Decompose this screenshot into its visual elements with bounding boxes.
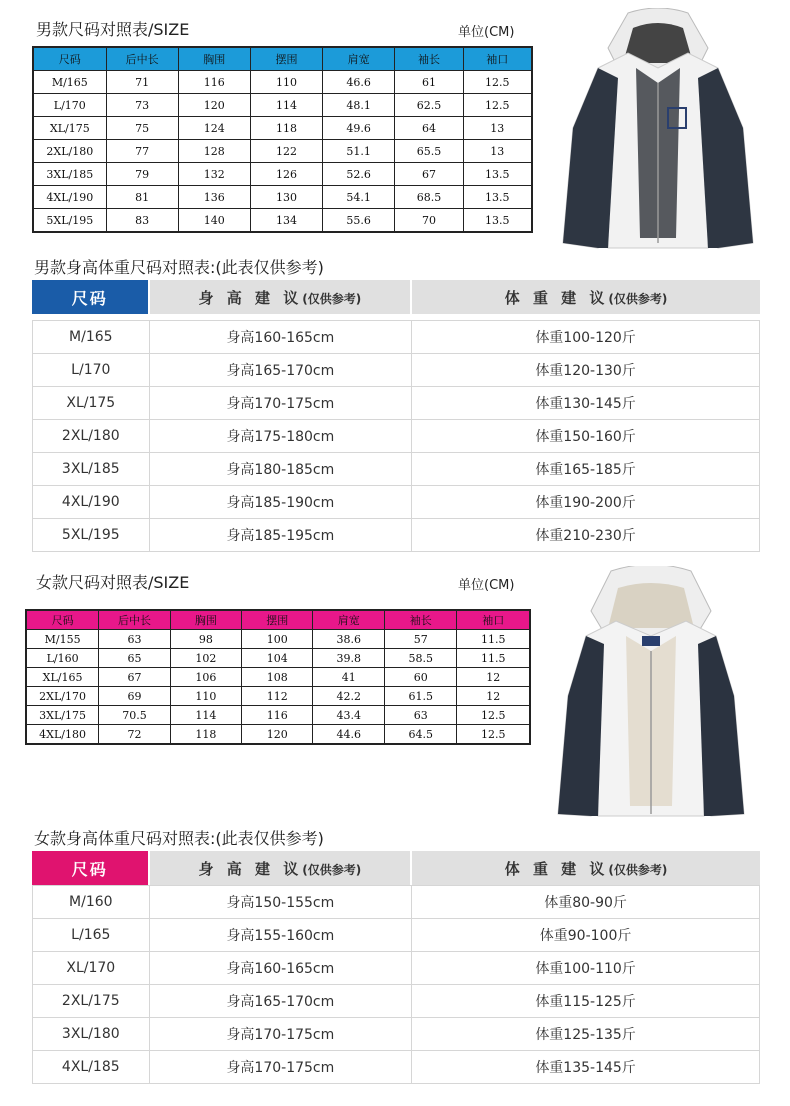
table-row <box>32 885 760 919</box>
table-row <box>26 706 530 725</box>
table-cell: 体重150-160斤 <box>412 420 760 453</box>
table-cell: 12 <box>457 687 530 706</box>
table-row <box>32 985 760 1018</box>
col-header: 袖长 <box>395 47 463 71</box>
table-cell: 54.1 <box>323 186 395 209</box>
note-label: (仅供参考) <box>608 862 668 877</box>
table-row <box>33 186 532 209</box>
col-header: 摆围 <box>250 47 322 71</box>
table-cell: 102 <box>170 649 241 668</box>
table-cell: 体重130-145斤 <box>412 387 760 420</box>
weight-header-label: 体 重 建 议 <box>504 859 609 878</box>
table-row <box>33 94 532 117</box>
table-cell: 12.5 <box>457 725 530 745</box>
table-row <box>26 630 530 649</box>
table-cell: 38.6 <box>313 630 385 649</box>
table-cell: 140 <box>178 209 250 233</box>
table-cell: 70 <box>395 209 463 233</box>
table-cell: 体重120-130斤 <box>412 354 760 387</box>
table-cell: 2XL/180 <box>33 140 106 163</box>
table-cell: 63 <box>384 706 456 725</box>
col-header: 袖口 <box>463 47 532 71</box>
men-rec-title: 男款身高体重尺码对照表:(此表仅供参考) <box>34 258 324 277</box>
table-cell: 身高185-195cm <box>150 519 413 552</box>
table-cell: 13 <box>463 117 532 140</box>
table-row <box>32 919 760 952</box>
table-cell: 身高180-185cm <box>150 453 413 486</box>
table-cell: 体重100-120斤 <box>412 320 760 354</box>
table-cell: 71 <box>106 71 178 94</box>
women-rec-table <box>32 851 760 1084</box>
table-cell: M/155 <box>26 630 99 649</box>
table-cell: 2XL/180 <box>32 420 150 453</box>
table-cell: 104 <box>242 649 313 668</box>
height-header-label: 身 高 建 议 <box>198 288 303 307</box>
women-size-header-row <box>26 610 530 630</box>
men-size-title: 男款尺码对照表/SIZE <box>36 20 190 39</box>
table-row <box>32 1051 760 1084</box>
table-cell: 13.5 <box>463 209 532 233</box>
table-cell: 83 <box>106 209 178 233</box>
table-cell: 58.5 <box>384 649 456 668</box>
table-cell: L/160 <box>26 649 99 668</box>
table-cell: 51.1 <box>323 140 395 163</box>
table-cell: 5XL/195 <box>32 519 150 552</box>
table-cell: 身高170-175cm <box>150 1018 413 1051</box>
table-cell: 126 <box>250 163 322 186</box>
table-cell: 69 <box>99 687 171 706</box>
note-label: (仅供参考) <box>302 862 362 877</box>
table-cell: 100 <box>242 630 313 649</box>
table-cell: XL/170 <box>32 952 150 985</box>
col-header: 后中长 <box>99 610 171 630</box>
size-header: 尺码 <box>32 280 150 314</box>
table-cell: 体重80-90斤 <box>412 885 760 919</box>
col-header: 袖口 <box>457 610 530 630</box>
col-header: 肩宽 <box>323 47 395 71</box>
table-cell: L/170 <box>33 94 106 117</box>
table-cell: 67 <box>395 163 463 186</box>
table-cell: 65.5 <box>395 140 463 163</box>
table-cell: 120 <box>178 94 250 117</box>
table-cell: 98 <box>170 630 241 649</box>
col-header: 胸围 <box>170 610 241 630</box>
table-cell: 136 <box>178 186 250 209</box>
table-cell: 3XL/185 <box>32 453 150 486</box>
table-cell: 52.6 <box>323 163 395 186</box>
table-cell: 73 <box>106 94 178 117</box>
women-jacket-image <box>556 566 746 822</box>
men-size-header-row <box>33 47 532 71</box>
table-cell: 3XL/180 <box>32 1018 150 1051</box>
table-cell: 130 <box>250 186 322 209</box>
women-unit-label: 单位(CM) <box>458 578 515 593</box>
women-rec-title: 女款身高体重尺码对照表:(此表仅供参考) <box>34 829 324 848</box>
table-cell: M/165 <box>32 320 150 354</box>
table-cell: 4XL/180 <box>26 725 99 745</box>
col-header: 摆围 <box>242 610 313 630</box>
table-cell: 116 <box>242 706 313 725</box>
table-cell: 身高185-190cm <box>150 486 413 519</box>
table-cell: 70.5 <box>99 706 171 725</box>
table-cell: 13 <box>463 140 532 163</box>
table-cell: 67 <box>99 668 171 687</box>
table-cell: 4XL/190 <box>33 186 106 209</box>
col-header: 胸围 <box>178 47 250 71</box>
table-cell: 116 <box>178 71 250 94</box>
table-cell: 身高170-175cm <box>150 387 413 420</box>
table-cell: XL/175 <box>32 387 150 420</box>
height-header-label: 身 高 建 议 <box>198 859 303 878</box>
table-row <box>32 387 760 420</box>
table-cell: 72 <box>99 725 171 745</box>
table-row <box>33 209 532 233</box>
size-header: 尺码 <box>32 851 150 885</box>
table-row <box>32 354 760 387</box>
table-cell: 57 <box>384 630 456 649</box>
table-cell: 39.8 <box>313 649 385 668</box>
table-row <box>26 649 530 668</box>
col-header: 袖长 <box>384 610 456 630</box>
table-cell: 体重115-125斤 <box>412 985 760 1018</box>
table-cell: 43.4 <box>313 706 385 725</box>
table-cell: 4XL/190 <box>32 486 150 519</box>
table-cell: 122 <box>250 140 322 163</box>
table-cell: 68.5 <box>395 186 463 209</box>
table-cell: XL/175 <box>33 117 106 140</box>
table-cell: 13.5 <box>463 163 532 186</box>
table-cell: 64.5 <box>384 725 456 745</box>
table-row <box>32 320 760 354</box>
table-cell: 81 <box>106 186 178 209</box>
men-jacket-image <box>558 8 758 252</box>
table-cell: 61.5 <box>384 687 456 706</box>
table-cell: 体重100-110斤 <box>412 952 760 985</box>
weight-header <box>412 280 760 314</box>
col-header: 尺码 <box>33 47 106 71</box>
table-row <box>32 420 760 453</box>
table-cell: 5XL/195 <box>33 209 106 233</box>
table-cell: 110 <box>250 71 322 94</box>
table-cell: 64 <box>395 117 463 140</box>
table-cell: 110 <box>170 687 241 706</box>
table-cell: 身高175-180cm <box>150 420 413 453</box>
men-size-table <box>32 46 533 233</box>
men-rec-table <box>32 280 760 552</box>
table-row <box>26 687 530 706</box>
table-cell: 2XL/175 <box>32 985 150 1018</box>
table-cell: 118 <box>170 725 241 745</box>
table-cell: 体重190-200斤 <box>412 486 760 519</box>
note-label: (仅供参考) <box>302 291 362 306</box>
table-cell: 41 <box>313 668 385 687</box>
table-cell: 128 <box>178 140 250 163</box>
table-cell: 11.5 <box>457 630 530 649</box>
table-cell: 12.5 <box>457 706 530 725</box>
table-cell: 112 <box>242 687 313 706</box>
table-cell: 身高160-165cm <box>150 952 413 985</box>
table-row <box>33 117 532 140</box>
table-row <box>26 725 530 745</box>
table-cell: 60 <box>384 668 456 687</box>
table-row <box>33 140 532 163</box>
table-cell: 114 <box>250 94 322 117</box>
table-cell: 79 <box>106 163 178 186</box>
table-cell: 12 <box>457 668 530 687</box>
table-row <box>32 486 760 519</box>
table-cell: 4XL/185 <box>32 1051 150 1084</box>
table-row <box>32 1018 760 1051</box>
women-size-title: 女款尺码对照表/SIZE <box>36 573 190 592</box>
table-cell: 身高155-160cm <box>150 919 413 952</box>
table-cell: 2XL/170 <box>26 687 99 706</box>
table-cell: 75 <box>106 117 178 140</box>
table-cell: 体重125-135斤 <box>412 1018 760 1051</box>
table-cell: 体重165-185斤 <box>412 453 760 486</box>
table-cell: 身高165-170cm <box>150 354 413 387</box>
table-cell: 48.1 <box>323 94 395 117</box>
weight-header-label: 体 重 建 议 <box>504 288 609 307</box>
table-cell: 44.6 <box>313 725 385 745</box>
table-cell: 120 <box>242 725 313 745</box>
men-rec-header-row <box>32 280 760 314</box>
table-cell: 65 <box>99 649 171 668</box>
table-cell: 108 <box>242 668 313 687</box>
table-row <box>32 453 760 486</box>
table-cell: M/165 <box>33 71 106 94</box>
table-cell: 49.6 <box>323 117 395 140</box>
table-row <box>32 519 760 552</box>
table-cell: 11.5 <box>457 649 530 668</box>
table-cell: 3XL/175 <box>26 706 99 725</box>
table-cell: 身高165-170cm <box>150 985 413 1018</box>
table-cell: 124 <box>178 117 250 140</box>
table-cell: 134 <box>250 209 322 233</box>
table-cell: 12.5 <box>463 94 532 117</box>
table-row <box>33 163 532 186</box>
table-row <box>26 668 530 687</box>
table-cell: 55.6 <box>323 209 395 233</box>
col-header: 后中长 <box>106 47 178 71</box>
women-rec-header-row <box>32 851 760 885</box>
table-cell: 身高160-165cm <box>150 320 413 354</box>
table-cell: 身高170-175cm <box>150 1051 413 1084</box>
height-header <box>150 280 413 314</box>
table-cell: 42.2 <box>313 687 385 706</box>
table-cell: 身高150-155cm <box>150 885 413 919</box>
table-cell: 46.6 <box>323 71 395 94</box>
table-cell: 118 <box>250 117 322 140</box>
table-cell: 12.5 <box>463 71 532 94</box>
weight-header <box>412 851 760 885</box>
table-cell: 3XL/185 <box>33 163 106 186</box>
table-cell: 62.5 <box>395 94 463 117</box>
table-cell: 77 <box>106 140 178 163</box>
women-size-table <box>25 609 531 745</box>
table-cell: 体重210-230斤 <box>412 519 760 552</box>
table-cell: 13.5 <box>463 186 532 209</box>
table-row <box>33 71 532 94</box>
table-cell: 61 <box>395 71 463 94</box>
table-cell: L/170 <box>32 354 150 387</box>
height-header <box>150 851 413 885</box>
table-cell: 132 <box>178 163 250 186</box>
table-cell: 106 <box>170 668 241 687</box>
table-cell: 体重90-100斤 <box>412 919 760 952</box>
men-unit-label: 单位(CM) <box>458 25 515 40</box>
note-label: (仅供参考) <box>608 291 668 306</box>
table-cell: XL/165 <box>26 668 99 687</box>
table-row <box>32 952 760 985</box>
table-cell: 体重135-145斤 <box>412 1051 760 1084</box>
table-cell: 63 <box>99 630 171 649</box>
table-cell: M/160 <box>32 885 150 919</box>
table-cell: 114 <box>170 706 241 725</box>
col-header: 肩宽 <box>313 610 385 630</box>
table-cell: L/165 <box>32 919 150 952</box>
col-header: 尺码 <box>26 610 99 630</box>
